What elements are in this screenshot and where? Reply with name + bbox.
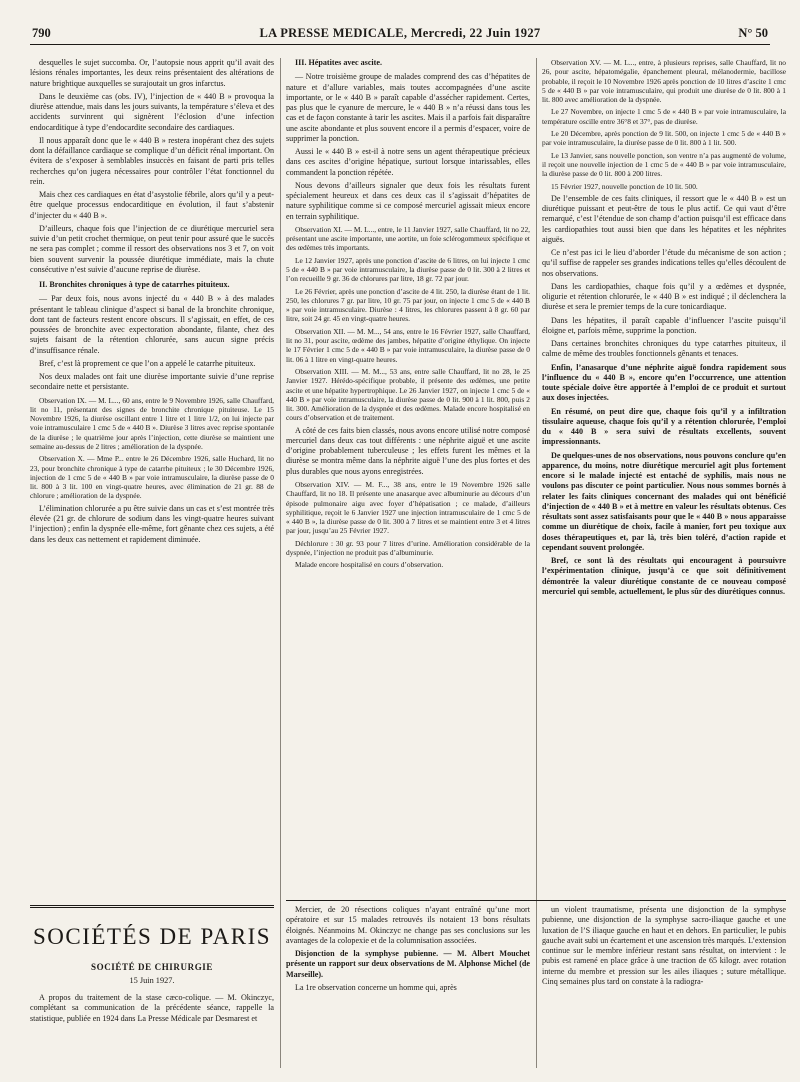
observation-ix: Observation IX. — M. L..., 60 ans, entre le 9 Novembre 1926, salle Chauffard, lit no 11, présentant des signes de bronchite chronique pituiteuse. Le 15 Novembre 1926, la diurèse oscillant entre 1 litre et 1 litre 1/2, on lui injecte par voie intramusculaire 1 cmc 5 de « 440 B ». Diurèse 3 litres avec reprise spontanée de la diurèse ; le quatrième jour après l’injection, cette diurèse se maintient une semaine au-dessus de 2 litres ; amélioration de la dyspnée. xyxy=(30,395,274,451)
column-1 xyxy=(30,58,274,903)
societes-column-2 xyxy=(286,905,530,1070)
observation-xv-detail: Le 13 Janvier, sans nouvelle ponction, son ventre n’a pas augmenté de volume, il reçoit une nouvelle injection de 1 cmc 5 de « 440 B » par voie intramusculaire, la diurèse passe de 0 lit. 800 à 200 litres. xyxy=(542,150,786,179)
paragraph: L’élimination chlorurée a pu être suivie dans un cas et s’est montrée très élevée (21 gr. de chlorure de sodium dans les vingt-quatre heures suivant l’injection) ; enfin la dyspnée elle-même, fort gênante chez ces sujets, a été dans les deux cas nettement et rapidement diminuée. xyxy=(30,503,274,544)
societes-column-3 xyxy=(542,905,786,1070)
observation-xv-detail: 15 Février 1927, nouvelle ponction de 10 lit. 500. xyxy=(551,181,698,191)
observation-xi-detail: Le 12 Janvier 1927, après une ponction d’ascite de 6 litres, on lui injecte 1 cmc 5 de « 440 B » par voie intramusculaire, la diurèse passe de 0 lit. 300 à 2 litres et l’on recueille 9 gr. 36 de chlorures par litre, 18 gr. 72 par jour. xyxy=(286,255,530,284)
observation-xii: Observation XII. — M. M..., 54 ans, entre le 16 Février 1927, salle Chauffard, lit no 31, pour ascite, œdème des jambes, hépatite d’origine éthylique. On injecte le 17 Février 1 cmc 5 de « 440 B » par voie intramusculaire, la diurèse passe de 0 lit. 06 à 1 litre en vingt-quatre heures. xyxy=(286,326,530,364)
paragraph: Dans les cardiopathies, chaque fois qu’il y a œdèmes et dyspnée, oligurie et rétention chlorurée, le « 440 B » est indiqué ; il déclenchera la diurèse et sera le premier temps de la cure tonicardiaque. xyxy=(542,281,786,312)
observation-xiv-detail: Malade encore hospitalisé en cours d’observation. xyxy=(295,560,444,570)
observation-xi: Observation XI. — M. L..., entre, le 11 Janvier 1927, salle Chauffard, lit no 22, présentant une ascite importante, une aortite, un foie sclérogommeux spécifique et des œdèmes très importants. xyxy=(286,224,530,253)
paragraph: Ce n’est pas ici le lieu d’aborder l’étude du mécanisme de son action ; qu’il suffise de rappeler ses grandes indications telles qu’elles découlent de nos observations. xyxy=(542,248,786,278)
society-name: SOCIÉTÉ DE CHIRURGIE xyxy=(90,962,214,972)
paragraph: Bref, c’est là proprement ce que l’on a appelé le catarrhe pituiteux. xyxy=(39,358,256,368)
column-rule-1 xyxy=(280,58,281,1068)
paragraph: Il nous apparaît donc que le « 440 B » restera inopérant chez des sujets dont la défaillance cardiaque se complique d’un déficit rénal important. On évitera de s’exposer à semblables insuccès en faisant de parti pris telles recherches qu’on jugera nécessaires pour contrôler l’état fonctionnel du rein. xyxy=(30,135,274,186)
societes-section xyxy=(30,905,274,1073)
paragraph: En résumé, on peut dire que, chaque fois qu’il y a infiltration tissulaire aqueuse, chaque fois qu’il y a rétention chlorurée, l’emploi du « 440 B » sera suivi de résultats excellents, souvent impressionnants. xyxy=(542,406,786,447)
observation-xiv: Observation XIV. — M. F..., 38 ans, entre le 19 Novembre 1926 salle Chauffard, lit no 18. Il présente une anasarque avec albuminurie au décours d’un épisode pulmonaire aigu avec foyer d’hépatisation ; ce malade, d’ailleurs syphilitique, reçoit le 6 Janvier 1927 une injection intramusculaire de 1 cmc 5 de « 440 B », la diurèse passe de 0 lit. 300 à 7 litres et se maintient entre 3 et 4 litres par jour, jusqu’au 25 Février 1927. xyxy=(286,479,530,536)
paragraph: — Par deux fois, nous avons injecté du « 440 B » à des malades présentant le tableau clinique d’aspect si banal de la bronchite chronique, dont tant de facteurs restent encore obscurs. Il s’agissait, en effet, de ces poussées de bronchite avec expectoration abondante, filante, chez des sujets faisant de la rétention chlorurée, sans aucun signe précis d’insuffisance rénale. xyxy=(30,294,274,355)
observation-xiv-detail: Déchlorure : 30 gr. 93 pour 7 litres d’urine. Amélioration considérable de la dyspnée, l’injection ne produit pas d’albuminurie. xyxy=(286,538,530,558)
issue-number: N° 50 xyxy=(738,26,768,40)
paragraph: Dans certaines bronchites chroniques du type catarrhes pituiteux, il calme de même des troubles fonctionnels gênants et tenaces. xyxy=(542,339,786,359)
paragraph: Dans le deuxième cas (obs. IV), l’injection de « 440 B » provoqua la diurèse attendue, mais dans les jours suivants, la température s’éleva et des accidents survinrent qui signèrent l’éclosion d’une infection endocarditique à type d’endocardite secondaire des cardiaques. xyxy=(30,91,274,132)
paragraph: un violent traumatisme, présenta une disjonction de la symphyse pubienne, une disjonction de la symphyse sacro-iliaque gauche et une luxation de l’S iliaque gauche en haut et en dehors. En particulier, le pubis gauche avait subi un écartement et une ascension très marqués. L’extension continue sur le membre inférieur restant sans résultat, on intervient : le pubis est ramené en place grâce à une traction de 65 kilogr. avec rotation interne du membre et pression sur les ailes iliaques ; suture métallique. Cinq semaines plus tard on constate à la radiogra- xyxy=(542,905,786,986)
paragraph: Enfin, l’anasarque d’une néphrite aiguë fondra rapidement sous l’influence du « 440 B », encore qu’en l’occurrence, une attention toute spéciale doive être apportée à l’emploi de ce produit et surtout aux doses injectées. xyxy=(542,362,786,403)
section-title: SOCIÉTÉS DE PARIS xyxy=(32,924,272,949)
observation-xiii: Observation XIII. — M. M..., 53 ans, entre salle Chauffard, lit no 28, le 25 Janvier 1927. Hérédo-spécifique probable, il présente des œdèmes, une petite ascite et une hépatite hypertrophique. Le 26 Janvier 1927, on injecte 1 cmc 5 de « 440 B » par voie intramusculaire, la diurèse passe de 0 lit. 900 à 1 lit. 800, puis 2 lit. 300. Amélioration de la dyspnée et des œdèmes. Malade encore hospitalisé en cours d’observation et de traitement. xyxy=(286,366,530,423)
paragraph: Aussi le « 440 B » est-il à notre sens un agent thérapeutique précieux dans ces ascites d’origine hépatique, surtout lorsque intarissables, elles commandent la ponction répétée. xyxy=(286,147,530,177)
paragraph: De l’ensemble de ces faits cliniques, il ressort que le « 440 B » est un diurétique puissant et peut-être de tous le plus actif. Ce qui vaut d’être remarqué, c’est l’étendue de son champ d’action puisqu’il est efficace dans les cardiopathies tout aussi bien que dans les hépatites et les néphrites aiguës. xyxy=(542,193,786,244)
paragraph: Dans les hépatites, il paraît capable d’influencer l’ascite puisqu’il éloigne et, parfois même, supprime la ponction. xyxy=(542,315,786,335)
section-divider xyxy=(286,900,786,901)
observation-xi-detail: Le 26 Février, après une ponction d’ascite de 4 lit. 250, la diurèse étant de 1 lit. 250, les chlorures 7 gr. par litre, 10 gr. 75 par jour, on injecte 1 cmc 5 de « 440 B » par voie intramusculaire. Diurèse : 4 litres, les chlorures passent à 8 gr. 60 par litre, soit 24 gr. 45 en vingt-quatre heures. xyxy=(286,286,530,324)
observation-x: Observation X. — Mme P... entre le 26 Décembre 1926, salle Huchard, lit no 23, pour bronchite chronique à type de catarrhe pituiteux ; le 30 Décembre 1926, injection de 1 cmc 5 de « 440 B » par voie intramusculaire, la diurèse passe de 0 lit. 800 à 3 lit. 100 en vingt-quatre heures, avec élimination de 21 gr. 88 de chlorure ; amélioration de la dyspnée. xyxy=(30,454,274,501)
paragraph: De quelques-unes de nos observations, nous pouvons conclure qu’en apparence, du moins, notre diurétique mercuriel agit plus fortement encore si le malade injecté est entaché de syphilis, mais nous ne voulons pas discuter ce point particulier. Nous nous sommes bornés à relater les faits cliniques concernant des malades qui ont bénéficié d’injection de « 440 B » et à mettre en valeur les résultats obtenus. Ces résultats sont assez satisfaisants pour que le « 440 B » nous apparaisse comme un diurétique de choix, facile à manier, fort peu toxique aux doses thérapeutiques et, par là, très bien toléré, d’action rapide et cependant souvent prolongée. xyxy=(542,450,786,552)
column-rule-2 xyxy=(536,58,537,1068)
observation-xv: Observation XV. — M. L..., entre, à plusieurs reprises, salle Chauffard, lit no 26, pour ascite, hépatomégalie, épanchement pleural, mélanodermie, bacillose probable, il reçoit le 10 Novembre 1926 après ponction de 10 litres d’ascite 1 cmc 5 de « 440 B » par voie intramusculaire, qui produit une diurèse de 0 lit. 800 à 1 lit. 800 avec amélioration de la dyspnée. xyxy=(542,58,786,105)
paragraph: — Notre troisième groupe de malades comprend des cas d’hépatites de nature et d’allure variables, mais toutes accompagnées d’une ascite importante, or le « 440 B » paraît capable d’assécher rapidement. Certes, pas plus que le cyanure de mercure, le « 440 B » n’a réussi dans tous les cas et de façon constante à tarir les ascites. Mais il a parfois fait disparaître une ascite abondante et plus souvent encore il a permis d’espacer, voire de supprimer la ponction. xyxy=(286,72,530,143)
journal-title: LA PRESSE MEDICALE, Mercredi, 22 Juin 1927 xyxy=(259,26,541,40)
paragraph: Mercier, de 20 résections coliques n’ayant entraîné qu’une mort opératoire et sur 15 malades retrouvés ils notaient 13 bons résultats éloignés. Néanmoins M. Okinczyc ne change pas ses conclusions sur les avantages de la colopexie et de la columnisation associées. xyxy=(286,905,530,945)
paragraph: Nous devons d’ailleurs signaler que deux fois les résultats furent spécialement heureux et dans ces deux cas il s’agissait d’hépatites de nature syphilitique comme si ce composé mercuriel agissait mieux encore en terrain syphilitique. xyxy=(286,180,530,221)
paragraph: A côté de ces faits bien classés, nous avons encore utilisé notre composé mercuriel dans deux cas tout différents : une néphrite aiguë et une ascite d’origine probablement tuberculeuse ; les effets furent les mêmes et la diurèse se montra même dans la néphrite aiguë l’une des plus fortes et des plus durables que nous ayons enregistrées. xyxy=(286,425,530,476)
observation-xv-detail: Le 20 Décembre, après ponction de 9 lit. 500, on injecte 1 cmc 5 de « 440 B » par voie intramusculaire, la diurèse passe de 0 lit. 800 à 1 lit. 500. xyxy=(542,129,786,148)
section-heading-ii: II. Bronchites chroniques à type de catarrhes pituiteux. xyxy=(39,280,230,289)
paragraph: A propos du traitement de la stase cæco-colique. — M. Okinczyc, complétant sa communication de la précédente séance, rappelle la statistique, publiée en 1924 dans La Presse Médicale par Desmarest et xyxy=(30,993,274,1023)
paragraph: Mais chez ces cardiaques en état d’asystolie fébrile, alors qu’il y a peut-être quelque processus endocarditique en évolution, il faut s’abstenir d’injecter du « 440 B ». xyxy=(30,190,274,220)
session-date: 15 Juin 1927. xyxy=(129,976,175,985)
paragraph: Disjonction de la symphyse pubienne. — M. Albert Mouchet présente un rapport sur deux observations de M. Alphonse Michel (de Marseille). xyxy=(286,949,530,979)
page-header xyxy=(30,26,770,45)
paragraph: D’ailleurs, chaque fois que l’injection de ce diurétique mercuriel sera suivie d’un petit crochet thermique, on peut tenir pour assuré que le succès ne sera pas complet ; comme il ressort des observations nos 3 et 7, on voit bien souvent survenir la poussée diurétique immédiate, mais la chute consécutive n’est suivie d’aucune reprise de diurèse. xyxy=(30,223,274,274)
paragraph: La 1re observation concerne un homme qui, après xyxy=(295,982,457,992)
section-heading-iii: III. Hépatites avec ascite. xyxy=(295,58,382,67)
paragraph: desquelles le sujet succomba. Or, l’autopsie nous apprit qu’il avait des lésions rénales importantes, les deux reins présentaient des altérations de nature brightique auxquelles se surajoutait un gros infarctus. xyxy=(30,58,274,88)
observation-xv-detail: Le 27 Novembre, on injecte 1 cmc 5 de « 440 B » par voie intramusculaire, la température oscille entre 36°8 et 37°, pas de diurèse. xyxy=(542,107,786,126)
paragraph: Bref, ce sont là des résultats qui encouragent à poursuivre l’expérimentation clinique, jusqu’à ce que soit définitivement démontrée la valeur diurétique constante de ce nouveau composé mercuriel qui semble, actuellement, le plus sûr des diurétiques connus. xyxy=(542,556,786,596)
paragraph: Nos deux malades ont fait une diurèse importante suivie d’une reprise secondaire nette et persistante. xyxy=(30,372,274,392)
column-3 xyxy=(542,58,786,896)
page-number: 790 xyxy=(32,26,51,40)
column-2 xyxy=(286,58,530,896)
